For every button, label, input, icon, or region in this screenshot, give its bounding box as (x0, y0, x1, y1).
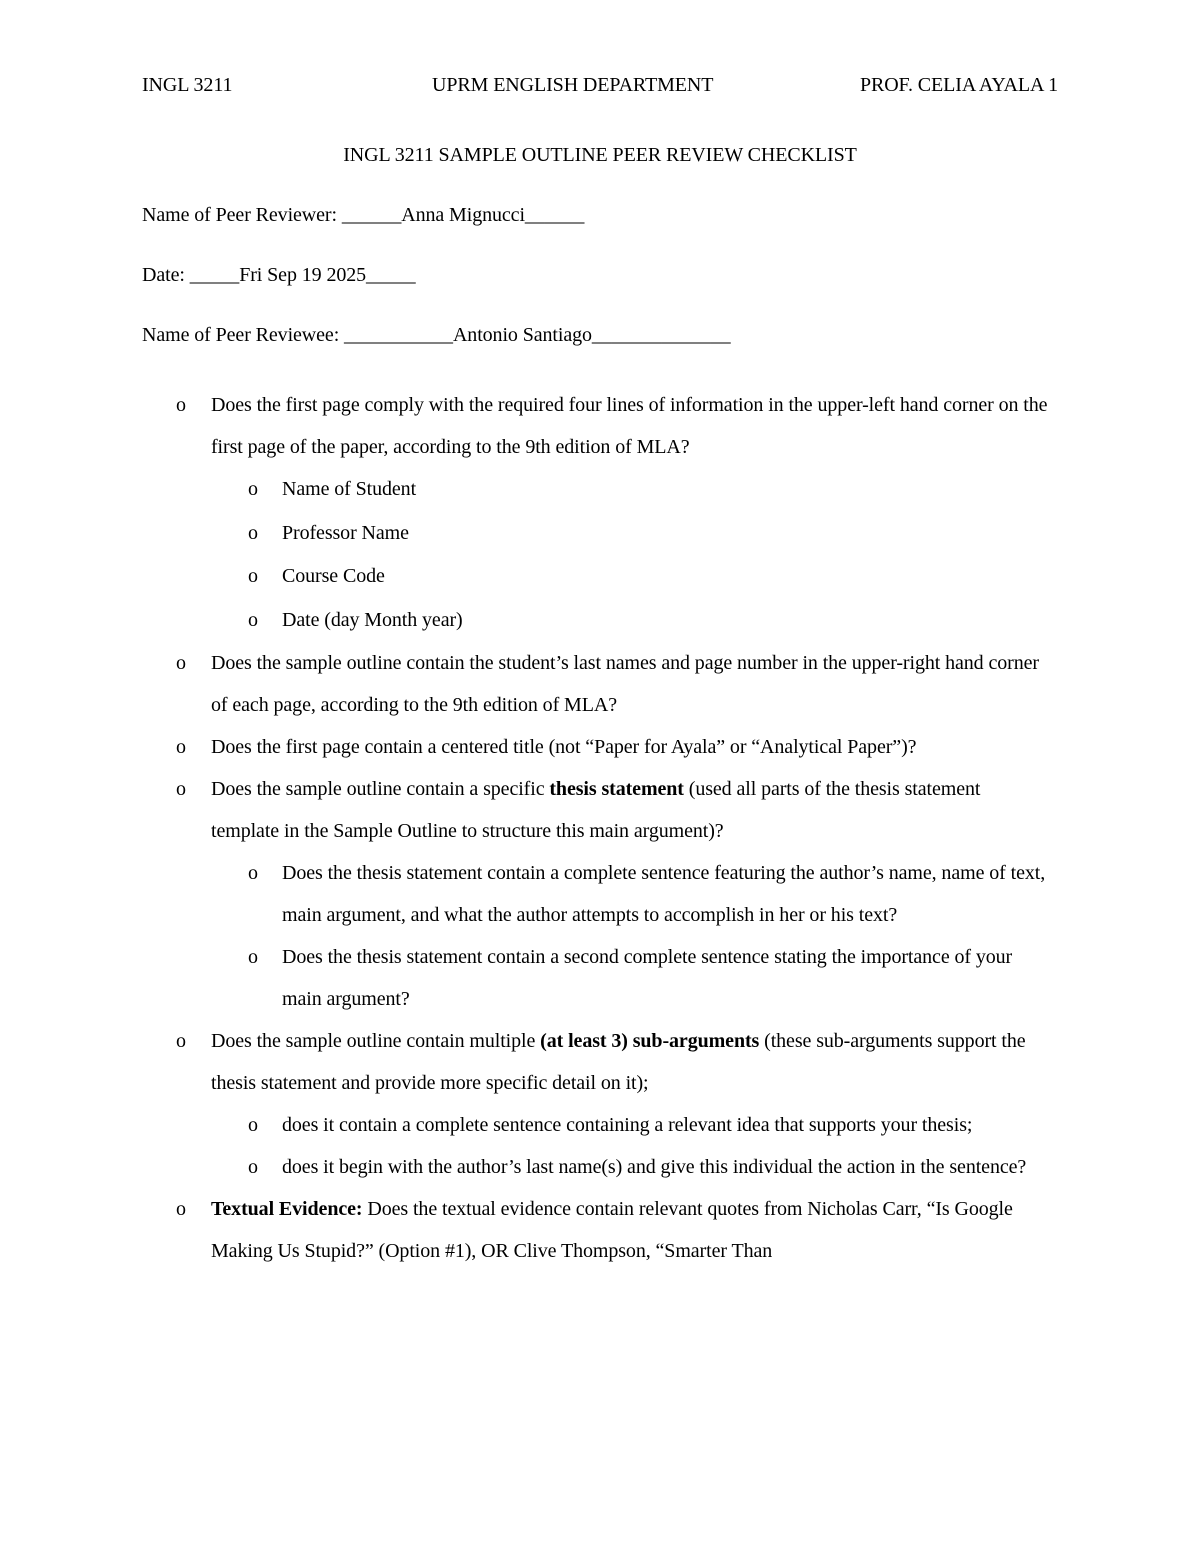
list-item (0, 1188, 1200, 1272)
header-department: UPRM ENGLISH DEPARTMENT (432, 74, 714, 96)
bullet-icon: o (248, 946, 258, 968)
bullet-icon: o (176, 1198, 186, 1220)
item-text: does it begin with the author’s last name(s) and give this individual the action in the sentence? (282, 1156, 1027, 1178)
bullet-icon: o (176, 652, 186, 674)
list-item (0, 936, 1200, 1020)
item-text-part: Does the sample outline contain multiple (211, 1030, 541, 1052)
bullet-icon: o (248, 521, 258, 544)
item-bold-term: Textual Evidence: (211, 1198, 363, 1220)
bullet-icon: o (248, 862, 258, 884)
item-text (211, 1020, 1051, 1104)
bullet-icon: o (176, 736, 186, 758)
bullet-icon: o (176, 394, 186, 416)
item-text-part: Does the sample outline contain a specific (211, 778, 550, 800)
item-text (211, 1188, 1051, 1272)
item-text: Professor Name (282, 521, 409, 544)
item-bold-term: thesis statement (549, 778, 684, 800)
bullet-icon: o (248, 608, 258, 631)
item-text: Does the first page contain a centered title (not “Paper for Ayala” or “Analytical Paper”)? (211, 736, 917, 758)
item-text: Does the thesis statement contain a complete sentence featuring the author’s name, name of text, main argument, and what the author attempts to accomplish in her or his text? (282, 862, 1046, 926)
item-text: Date (day Month year) (282, 608, 463, 631)
list-item (0, 726, 1200, 768)
item-bold-term: (at least 3) sub-arguments (540, 1030, 760, 1052)
checklist (0, 384, 1200, 1272)
item-text: Does the sample outline contain the student’s last names and page number in the upper-right hand corner of each page, according to the 9th edition of MLA? (211, 652, 1039, 716)
header-professor-page: PROF. CELIA AYALA 1 (859, 74, 1058, 96)
item-text-part: Does the textual evidence contain relevant quotes from Nicholas Carr, “Is Google Making Us Stupid?” (Option #1), OR Clive Thompson, “Smarter Than (211, 1198, 1013, 1262)
document-title: INGL 3211 SAMPLE OUTLINE PEER REVIEW CHECKLIST (343, 144, 857, 166)
peer-reviewer-field: Name of Peer Reviewer: ______Anna Mignucci______ (142, 204, 585, 226)
bullet-icon: o (248, 1114, 258, 1136)
list-item (0, 1020, 1200, 1104)
list-item (0, 1104, 1200, 1146)
item-text-part: (these sub-arguments support the thesis statement and provide more specific detail on it); (211, 1030, 1026, 1094)
list-item (0, 852, 1200, 936)
item-text (211, 768, 1051, 852)
item-text: Does the thesis statement contain a second complete sentence stating the importance of your main argument? (282, 946, 1013, 1010)
bullet-icon: o (248, 478, 258, 500)
bullet-icon: o (248, 1156, 258, 1178)
date-field: Date: _____Fri Sep 19 2025_____ (142, 264, 416, 286)
bullet-icon: o (176, 1030, 186, 1052)
list-item (0, 768, 1200, 852)
list-item (0, 599, 1200, 643)
item-text: Does the first page comply with the required four lines of information in the upper-left hand corner on the first page of the paper, according to the 9th edition of MLA? (211, 394, 1048, 458)
item-text-part: (used all parts of the thesis statement template in the Sample Outline to structure this main argument)? (211, 778, 981, 842)
item-text: does it contain a complete sentence containing a relevant idea that supports your thesis; (282, 1114, 973, 1136)
bullet-icon: o (248, 565, 258, 587)
header-course-code: INGL 3211 (142, 74, 233, 96)
list-item (0, 468, 1200, 512)
running-header (142, 74, 1058, 100)
list-item (0, 384, 1200, 468)
item-text: Course Code (282, 565, 385, 587)
bullet-icon: o (176, 778, 186, 800)
item-text: Name of Student (282, 478, 417, 500)
list-item (0, 512, 1200, 556)
list-item (0, 555, 1200, 599)
list-item (0, 642, 1200, 726)
list-item (0, 1146, 1200, 1188)
peer-reviewee-field: Name of Peer Reviewee: ___________Antonio Santiago______________ (142, 324, 731, 346)
